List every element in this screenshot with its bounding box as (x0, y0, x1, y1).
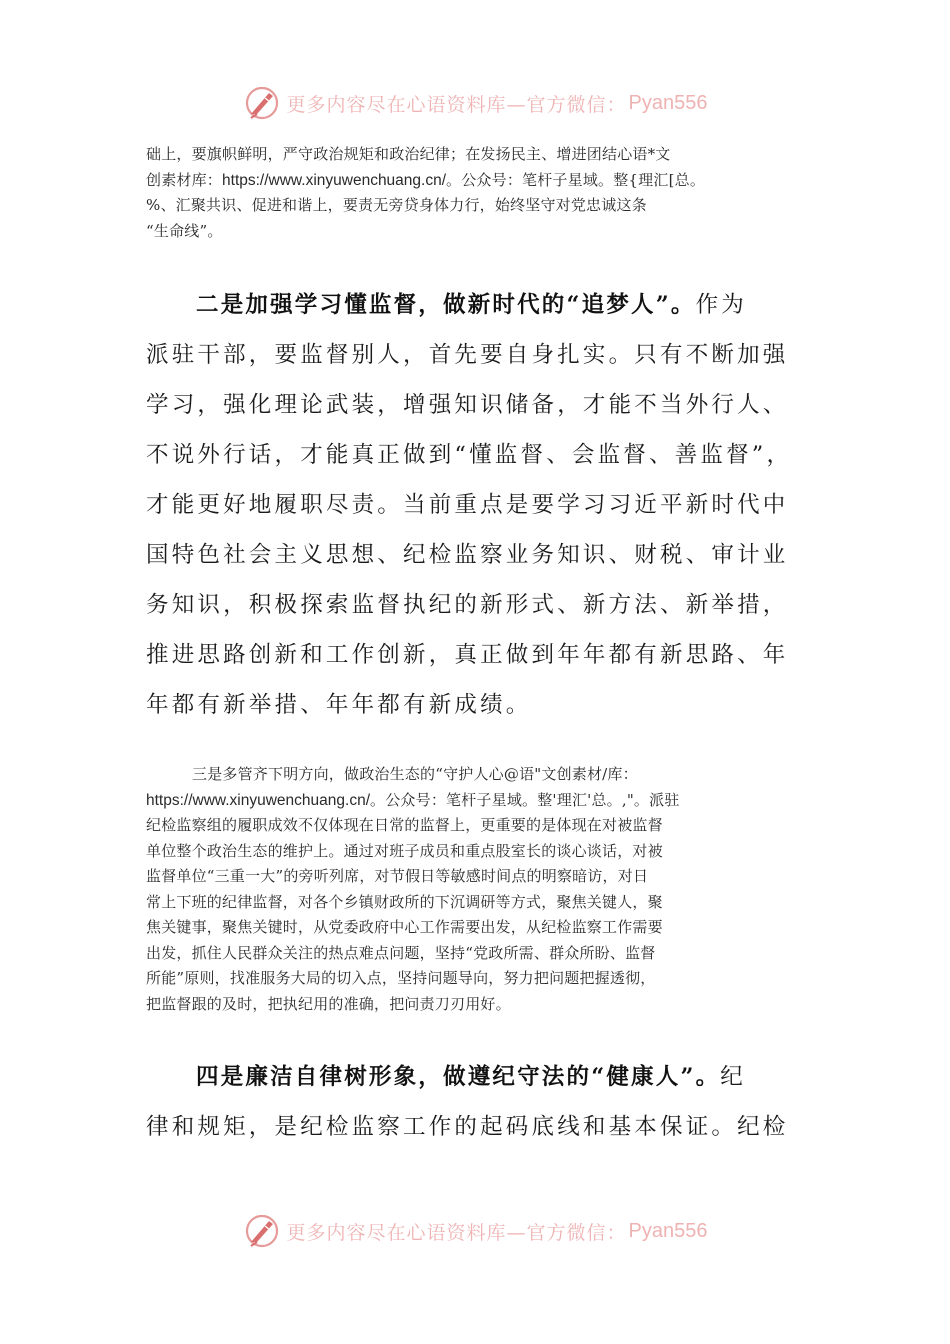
section-heading: 二是加强学习懂监督，做新时代的“追梦人”。 (196, 292, 696, 318)
text-line: 纪检监察组的履职成效不仅体现在日常的监督上，更重要的是体现在对被监督 (146, 816, 663, 834)
watermark-text: 更多内容尽在心语资料库—官方微信： (286, 1221, 627, 1244)
text-line: 础上，要旗帜鲜明，严守政治规矩和政治纪律；在发扬民主、增进团结心语*文 (146, 145, 671, 163)
text-line: 单位整个政治生态的维护上。通过对班子成员和重点股室长的谈心谈话，对被 (146, 841, 663, 860)
text-line: 把监督跟的及时，把执纪用的准确，把问责刀刃用好。 (146, 994, 511, 1013)
paragraph-continued (146, 142, 806, 244)
text-line: 务知识，积极探索监督执纪的新形式、新方法、新举措， (146, 592, 789, 618)
paragraph-political-ecology (146, 762, 806, 1017)
section-heading: 四是廉洁自律树形象，做遵纪守法的“健康人”。 (196, 1064, 721, 1090)
text-line: 学习，强化理论武装，增强知识储备，才能不当外行人、 (146, 392, 789, 418)
text-line: “生命线”。 (146, 221, 223, 240)
text-line (146, 168, 806, 194)
source-url: https://www.xinyuwenchuang.cn/ (222, 171, 447, 189)
text-line: 年都有新举措、年年都有新成绩。 (146, 692, 532, 718)
header-watermark (0, 78, 950, 128)
text-line: 国特色社会主义思想、纪检监察业务知识、财税、审计业 (146, 542, 789, 568)
watermark-wechat-id: Pyan556 (628, 1219, 708, 1242)
watermark-wechat-id: Pyan556 (628, 91, 708, 114)
text-line: 才能更好地履职尽责。当前重点是要学习习近平新时代中 (146, 492, 789, 518)
paragraph-self-discipline (146, 1052, 806, 1152)
watermark-text: 更多内容尽在心语资料库—官方微信： (286, 93, 627, 116)
paragraph-study-supervision (146, 280, 806, 730)
text-line (146, 280, 806, 330)
quill-pen-logo-icon (243, 1212, 281, 1250)
text-line: 不说外行话，才能真正做到“懂监督、会监督、善监督”， (146, 442, 793, 468)
text-segment: 。公众号：笔杆子星域。整{理汇[总。 (446, 170, 706, 189)
text-line: 所能”原则，找准服务大局的切入点，坚持问题导向，努力把问题把握透彻， (146, 969, 656, 987)
text-line: 推进思路创新和工作创新，真正做到年年都有新思路、年 (146, 642, 789, 668)
source-url: https://www.xinyuwenchuang.cn/ (146, 791, 371, 809)
text-segment: 作为 (695, 292, 747, 318)
quill-pen-logo-icon (243, 84, 281, 122)
text-segment: 创素材库： (146, 170, 223, 189)
text-segment: 。公众号：笔杆子星域。整'理汇'总。,"。派驻 (370, 790, 680, 809)
text-line (146, 1052, 806, 1102)
text-line: 焦关键事，聚焦关键时，从党委政府中心工作需要出发，从纪检监察工作需要 (146, 918, 663, 936)
text-segment: 纪 (720, 1064, 746, 1090)
footer-watermark (0, 1206, 950, 1256)
text-line: 派驻干部，要监督别人，首先要自身扎实。只有不断加强 (146, 342, 789, 368)
text-line: 监督单位“三重一大”的旁听列席，对节假日等敏感时间点的明察暗访，对日 (146, 867, 649, 885)
text-line: 三是多管齐下明方向，做政治生态的“守护人心@语"文创素材/库： (192, 765, 638, 783)
text-line: 出发，抓住人民群众关注的热点难点问题，坚持“党政所需、群众所盼、监督 (146, 943, 656, 962)
text-line: 律和规矩，是纪检监察工作的起码底线和基本保证。纪检 (146, 1114, 789, 1140)
text-line: %、汇聚共识、促进和谐上，要责无旁贷身体力行，始终坚守对党忠诚这条 (146, 196, 647, 214)
text-line (146, 788, 806, 814)
text-line: 常上下班的纪律监督，对各个乡镇财政所的下沉调研等方式，聚焦关键人，聚 (146, 892, 663, 911)
